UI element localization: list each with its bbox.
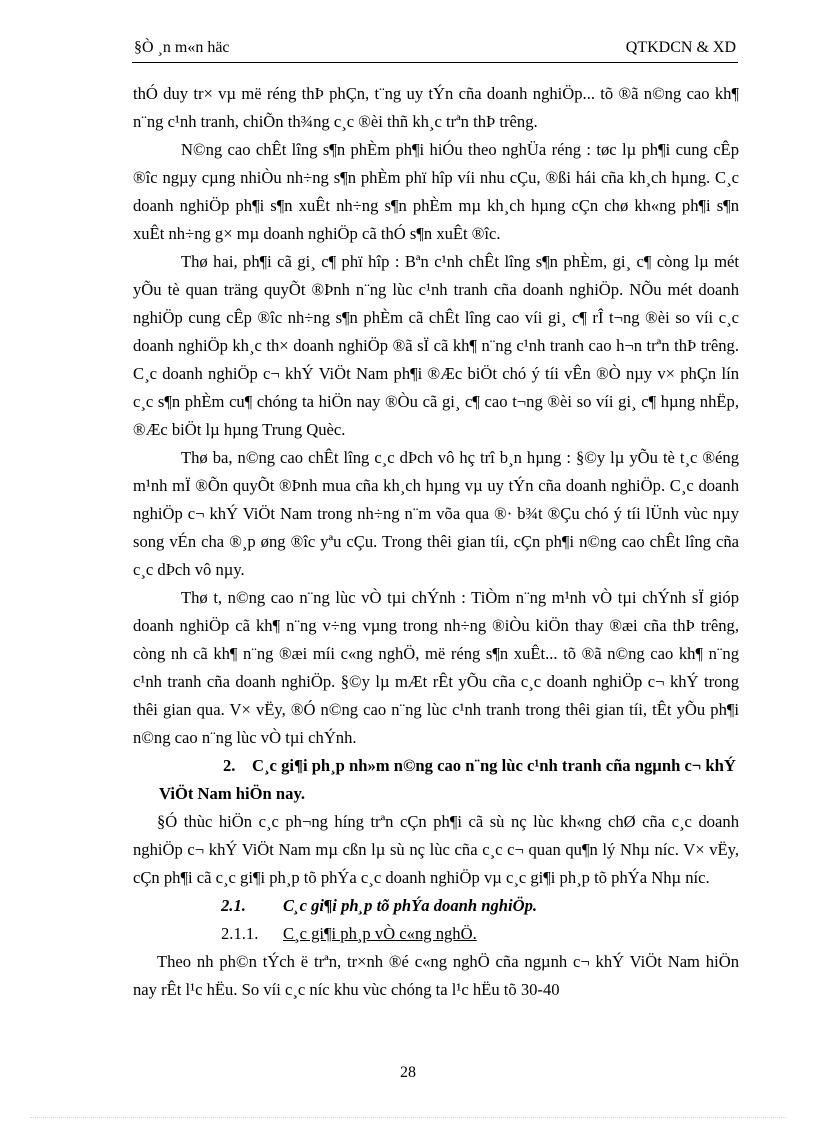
header-department: QTKDCN & XD — [625, 39, 736, 56]
header-course-title: §Ò ¸n m«n häc — [134, 39, 230, 56]
subsection-heading-2-1 — [133, 892, 739, 920]
page-number: 28 — [400, 1064, 416, 1081]
section-title: C¸c gi¶i ph¸p nh»m n©ng cao n¨ng lùc c¹nh tranh cña ngµnh c¬ khÝ ViÖt Nam hiÖn nay. — [159, 756, 736, 803]
paragraph-price: Thø hai, ph¶i cã gi¸ c¶ phï hîp : Bªn c¹nh chÊt lîng s¶n phÈm, gi¸ c¶ còng lµ mét yÕu tè quan träng quyÕt ®Þnh n¨ng lùc c¹nh tranh cña doanh nghiÖp. NÕu mét doanh nghiÖp cung cÊp ®îc nh÷ng s¶n phÈm cã chÊt lîng cao víi gi¸ c¶ rÎ t¬ng ®èi so víi c¸c doanh nghiÖp kh¸c th× doanh nghiÖp ®ã sÏ cã kh¶ n¨ng c¹nh tranh cao h¬n trªn thÞ trêng. C¸c doanh nghiÖp c¬ khÝ ViÖt Nam ph¶i ®Æc biÖt chó ý tíi vÊn ®Ò nµy v× phÇn lín c¸c s¶n phÈm cu¶ chóng ta hiÖn nay ®Òu cã gi¸ c¶ cao t¬ng ®èi so víi gi¸ c¶ hµng nhËp, ®Æc biÖt lµ hµng Trung Quèc. — [133, 252, 739, 439]
paragraph-section-intro: §Ó thùc hiÖn c¸c ph¬ng híng trªn cÇn ph¶i cã sù nç lùc kh«ng chØ cña c¸c doanh nghiÖp c¬ khÝ ViÖt Nam mµ cßn lµ sù nç lùc cña c¸c c¬ quan qu¶n lý Nhµ níc. V× vËy, cÇn ph¶i cã c¸c gi¶i ph¸p tõ phÝa c¸c doanh nghiÖp vµ c¸c gi¶i ph¸p tõ phÝa Nhµ níc. — [133, 812, 739, 887]
page-body — [133, 80, 739, 1004]
subsubsection-number: 2.1.1. — [221, 924, 259, 943]
section-number: 2. — [223, 756, 236, 775]
paragraph-quality: N©ng cao chÊt lîng s¶n phÈm ph¶i hiÓu theo nghÜa réng : tøc lµ ph¶i cung cÊp ®îc ngµy cµng nhiÒu nh÷ng s¶n phÈm phï hîp víi nhu cÇu, ®ßi hái cña kh¸ch hµng. C¸c doanh nghiÖp ph¶i s¶n xuÊt nh÷ng s¶n phÈm mµ kh¸ch hµng cÇn chø kh«ng ph¶i s¶n xuÊt nh÷ng g× mµ doanh nghiÖp cã thÓ s¶n xuÊt ®îc. — [133, 140, 739, 243]
paragraph-continuation: thÓ duy tr× vµ më réng thÞ phÇn, t¨ng uy tÝn cña doanh nghiÖp... tõ ®ã n©ng cao kh¶ n¨ng c¹nh tranh, chiÕn th¾ng c¸c ®èi thñ kh¸c trªn thÞ trêng. — [133, 84, 739, 131]
subsection-number: 2.1. — [221, 896, 246, 915]
subsubsection-title: C¸c gi¶i ph¸p vÒ c«ng nghÖ. — [283, 924, 477, 943]
subsection-heading-2-1-1 — [133, 920, 739, 948]
section-heading-2 — [133, 752, 739, 808]
page-header — [132, 38, 738, 63]
paragraph-technology: Theo nh ph©n tÝch ë trªn, tr×nh ®é c«ng nghÖ cña ngµnh c¬ khÝ ViÖt Nam hiÖn nay rÊt l¹c hËu. So víi c¸c níc khu vùc chóng ta l¹c hËu tõ 30-40 — [133, 952, 739, 999]
subsection-title: C¸c gi¶i ph¸p tõ phÝa doanh nghiÖp. — [283, 896, 538, 915]
paragraph-finance: Thø t, n©ng cao n¨ng lùc vÒ tµi chÝnh : TiÒm n¨ng m¹nh vÒ tµi chÝnh sÏ gióp doanh nghiÖp cã kh¶ n¨ng v÷ng vµng trong nh÷ng ®iÒu kiÖn thay ®æi cña thÞ trêng, còng nh cã kh¶ n¨ng ®æi míi c«ng nghÖ, më réng s¶n xuÊt... tõ ®ã n©ng cao kh¶ n¨ng c¹nh tranh cña doanh nghiÖp. §©y lµ mÆt rÊt yÕu cña c¸c doanh nghiÖp c¬ khÝ trong thêi gian qua. V× vËy, ®Ó n©ng cao n¨ng lùc c¹nh tranh trong thêi gian tíi, tÊt yÕu ph¶i n©ng cao n¨ng lùc vÒ tµi chÝnh. — [133, 588, 739, 747]
page-bottom-divider — [30, 1117, 786, 1118]
paragraph-services: Thø ba, n©ng cao chÊt lîng c¸c dÞch vô hç trî b¸n hµng : §©y lµ yÕu tè t¸c ®éng m¹nh mÏ ®Õn quyÕt ®Þnh mua cña kh¸ch hµng vµ uy tÝn cña doanh nghiÖp. C¸c doanh nghiÖp c¬ khÝ ViÖt Nam trong nh÷ng n¨m võa qua ®· b¾t ®Çu chó ý tíi lÜnh vùc nµy song vÉn cha ®¸p øng ®îc yªu cÇu. Trong thêi gian tíi, cÇn ph¶i n©ng cao chÊt lîng cña c¸c dÞch vô nµy. — [133, 448, 739, 579]
